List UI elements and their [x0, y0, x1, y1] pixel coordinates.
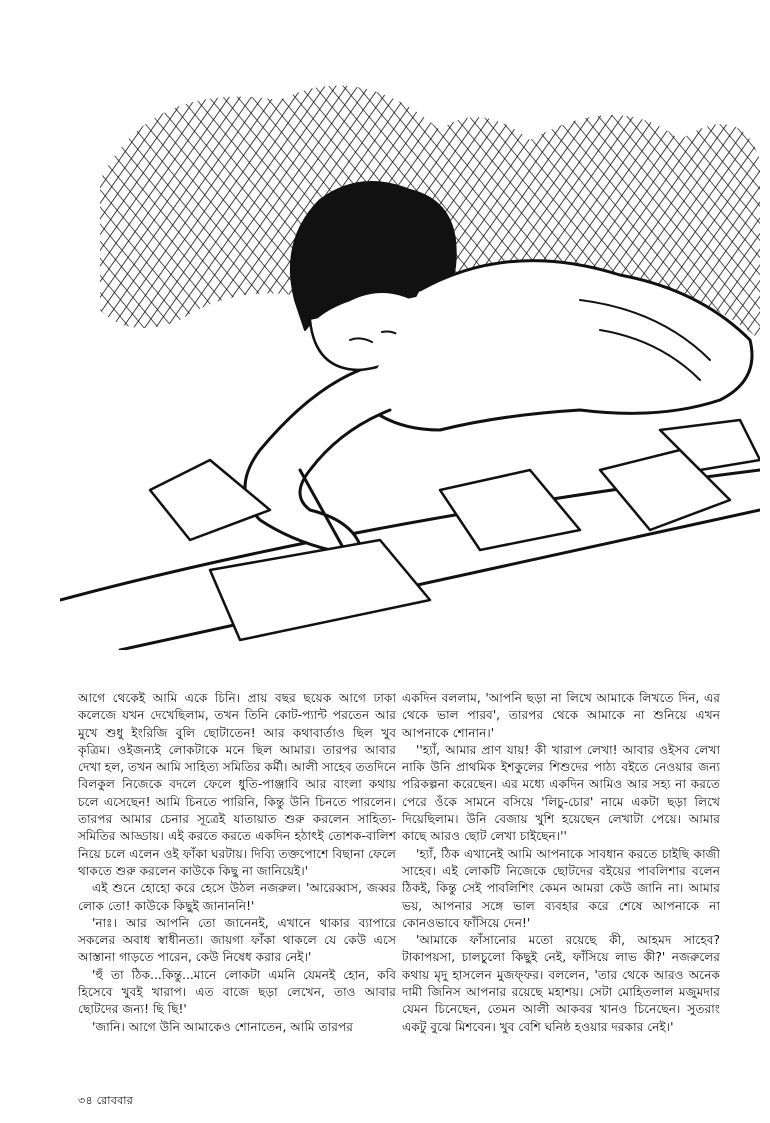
writing-arm: [245, 370, 390, 554]
right-column: [402, 690, 720, 1036]
illustration-drawing: [60, 40, 760, 650]
paragraph: একদিন বললাম, 'আপনি ছড়া না লিখে আমাকে লিখতে দিন, এর থেকে ভাল পারব', তারপর থেকে আমাকে না শুনিয়ে এখন আপনাকে শোনান।': [402, 691, 720, 740]
paragraph: ''হ্যাঁ, আমার প্রাণ যায়! কী খারাপ লেখা! আবার ওইসব লেখা নাকি উনি প্রাথমিক ইশকুলের শিশুদের পাঠ্য বইতে নেওয়ার জন্য পরিকল্পনা করেছেন। এর মধ্যে একদিন আমিও আর সহ্য না করতে পেরে ওঁকে সামনে বসিয়ে 'লিচু-চোর' নামে একটা ছড়া লিখে দিয়েছিলাম। উনি বেজায় খুশি হয়েছেন লেখাটা পেয়ে। আমার কাছে আরও ছোট লেখা চাইছেন।'': [402, 742, 720, 844]
illustration: [60, 40, 760, 650]
paragraph: আগে থেকেই আমি একে চিনি। প্রায় বছর ছয়েক আগে ঢাকা কলেজে যখন দেখেছিলাম, তখন তিনি কোট-প্যান্ট পরতেন আর মুখে শুধু ইংরিজি বুলি ছোটাতেন! আর কথাবার্তাও ছিল খুব কৃত্রিম। ওইজন্যই লোকটাকে মনে ছিল আমার। তারপর আবার দেখা হল, তখন আমি সাহিত্য সমিতির কর্মী। আলী সাহেব ততদিনে বিলকুল নিজেকে বদলে ফেলে ধুতি-পাঞ্জাবি আর বাংলা কথায় চলে এসেছেন! আমি চিনতে পারিনি, কিন্তু উনি চিনতে পারলেন। তারপর আমার চেনার সূত্রেই যাতায়াত শুরু করলেন সাহিত্য-সমিতির আড্ডায়। এই করতে করতে একদিন হঠাৎই তোশক-বালিশ নিয়ে চলে এলেন ওই ফাঁকা ঘরটায়। দিব্যি তক্তপোশে বিছানা ফেলে থাকতে শুরু করলেন কাউকে কিছু না জানিয়েই।': [78, 691, 396, 878]
paragraph: 'হুঁ তা ঠিক...কিন্তু...মানে লোকটা এমনি যেমনই হোন, কবি হিসেবে খুবই খারাপ। এত বাজে ছড়া লেখেন, তাও আবার ছোটদের জন্য! ছি ছি!': [78, 967, 396, 1017]
paragraph: 'হ্যাঁ, ঠিক এখানেই আমি আপনাকে সাবধান করতে চাইছি কাজী সাহেব। এই লোকটি নিজেকে ছোটদের বইয়ের পাবলিশার বলেন ঠিকই, কিন্তু সেই পাবলিশিং কেমন আমরা কেউ জানি না। আমার ভয়, আপনার সঙ্গে ভাল ব্যবহার করে শেষে আপনাকে না কোনওভাবে ফাঁসিয়ে দেন!': [402, 846, 720, 930]
left-column: [78, 690, 396, 1036]
paragraph: 'নাঃ। আর আপনি তো জানেনই, এখানে থাকার ব্যাপারে সকলের অবাধ স্বাধীনতা। জায়গা ফাঁকা থাকলে যে কেউ এসে আস্তানা গাড়তে পারেন, কেউ নিষেধ করার নেই।': [78, 915, 396, 965]
page-footer: ৩৪ রোববার: [78, 1094, 134, 1107]
paragraph: এই শুনে হোহো করে হেসে উঠল নজরুল। 'আরেব্বাস, জব্বর লোক তো! কাউকে কিছুই জানাননি!': [78, 881, 396, 913]
paragraph: 'আমাকে ফাঁসানোর মতো রয়েছে কী, আহমদ সাহেব? টাকাপয়সা, চালচুলো কিছুই নেই, ফাঁসিয়ে লাভ কী?' নজরুলের কথায় মৃদু হাসলেন মুজফ্ফর। বললেন, 'তার থেকে আরও অনেক দামী জিনিস আপনার রয়েছে মহাশয়। সেটা মোহিতলাল মজুমদার যেমন চিনেছেন, তেমন আলী আকবর খানও চিনেছেন। সুতরাং একটু বুঝে মিশবেন। খুব বেশি ঘনিষ্ঠ হওয়ার দরকার নেই।': [402, 933, 720, 1034]
paper-sheet: [440, 470, 580, 550]
paragraph: 'জানি। আগে উনি আমাকেও শোনাতেন, আমি তারপর: [92, 1019, 353, 1034]
